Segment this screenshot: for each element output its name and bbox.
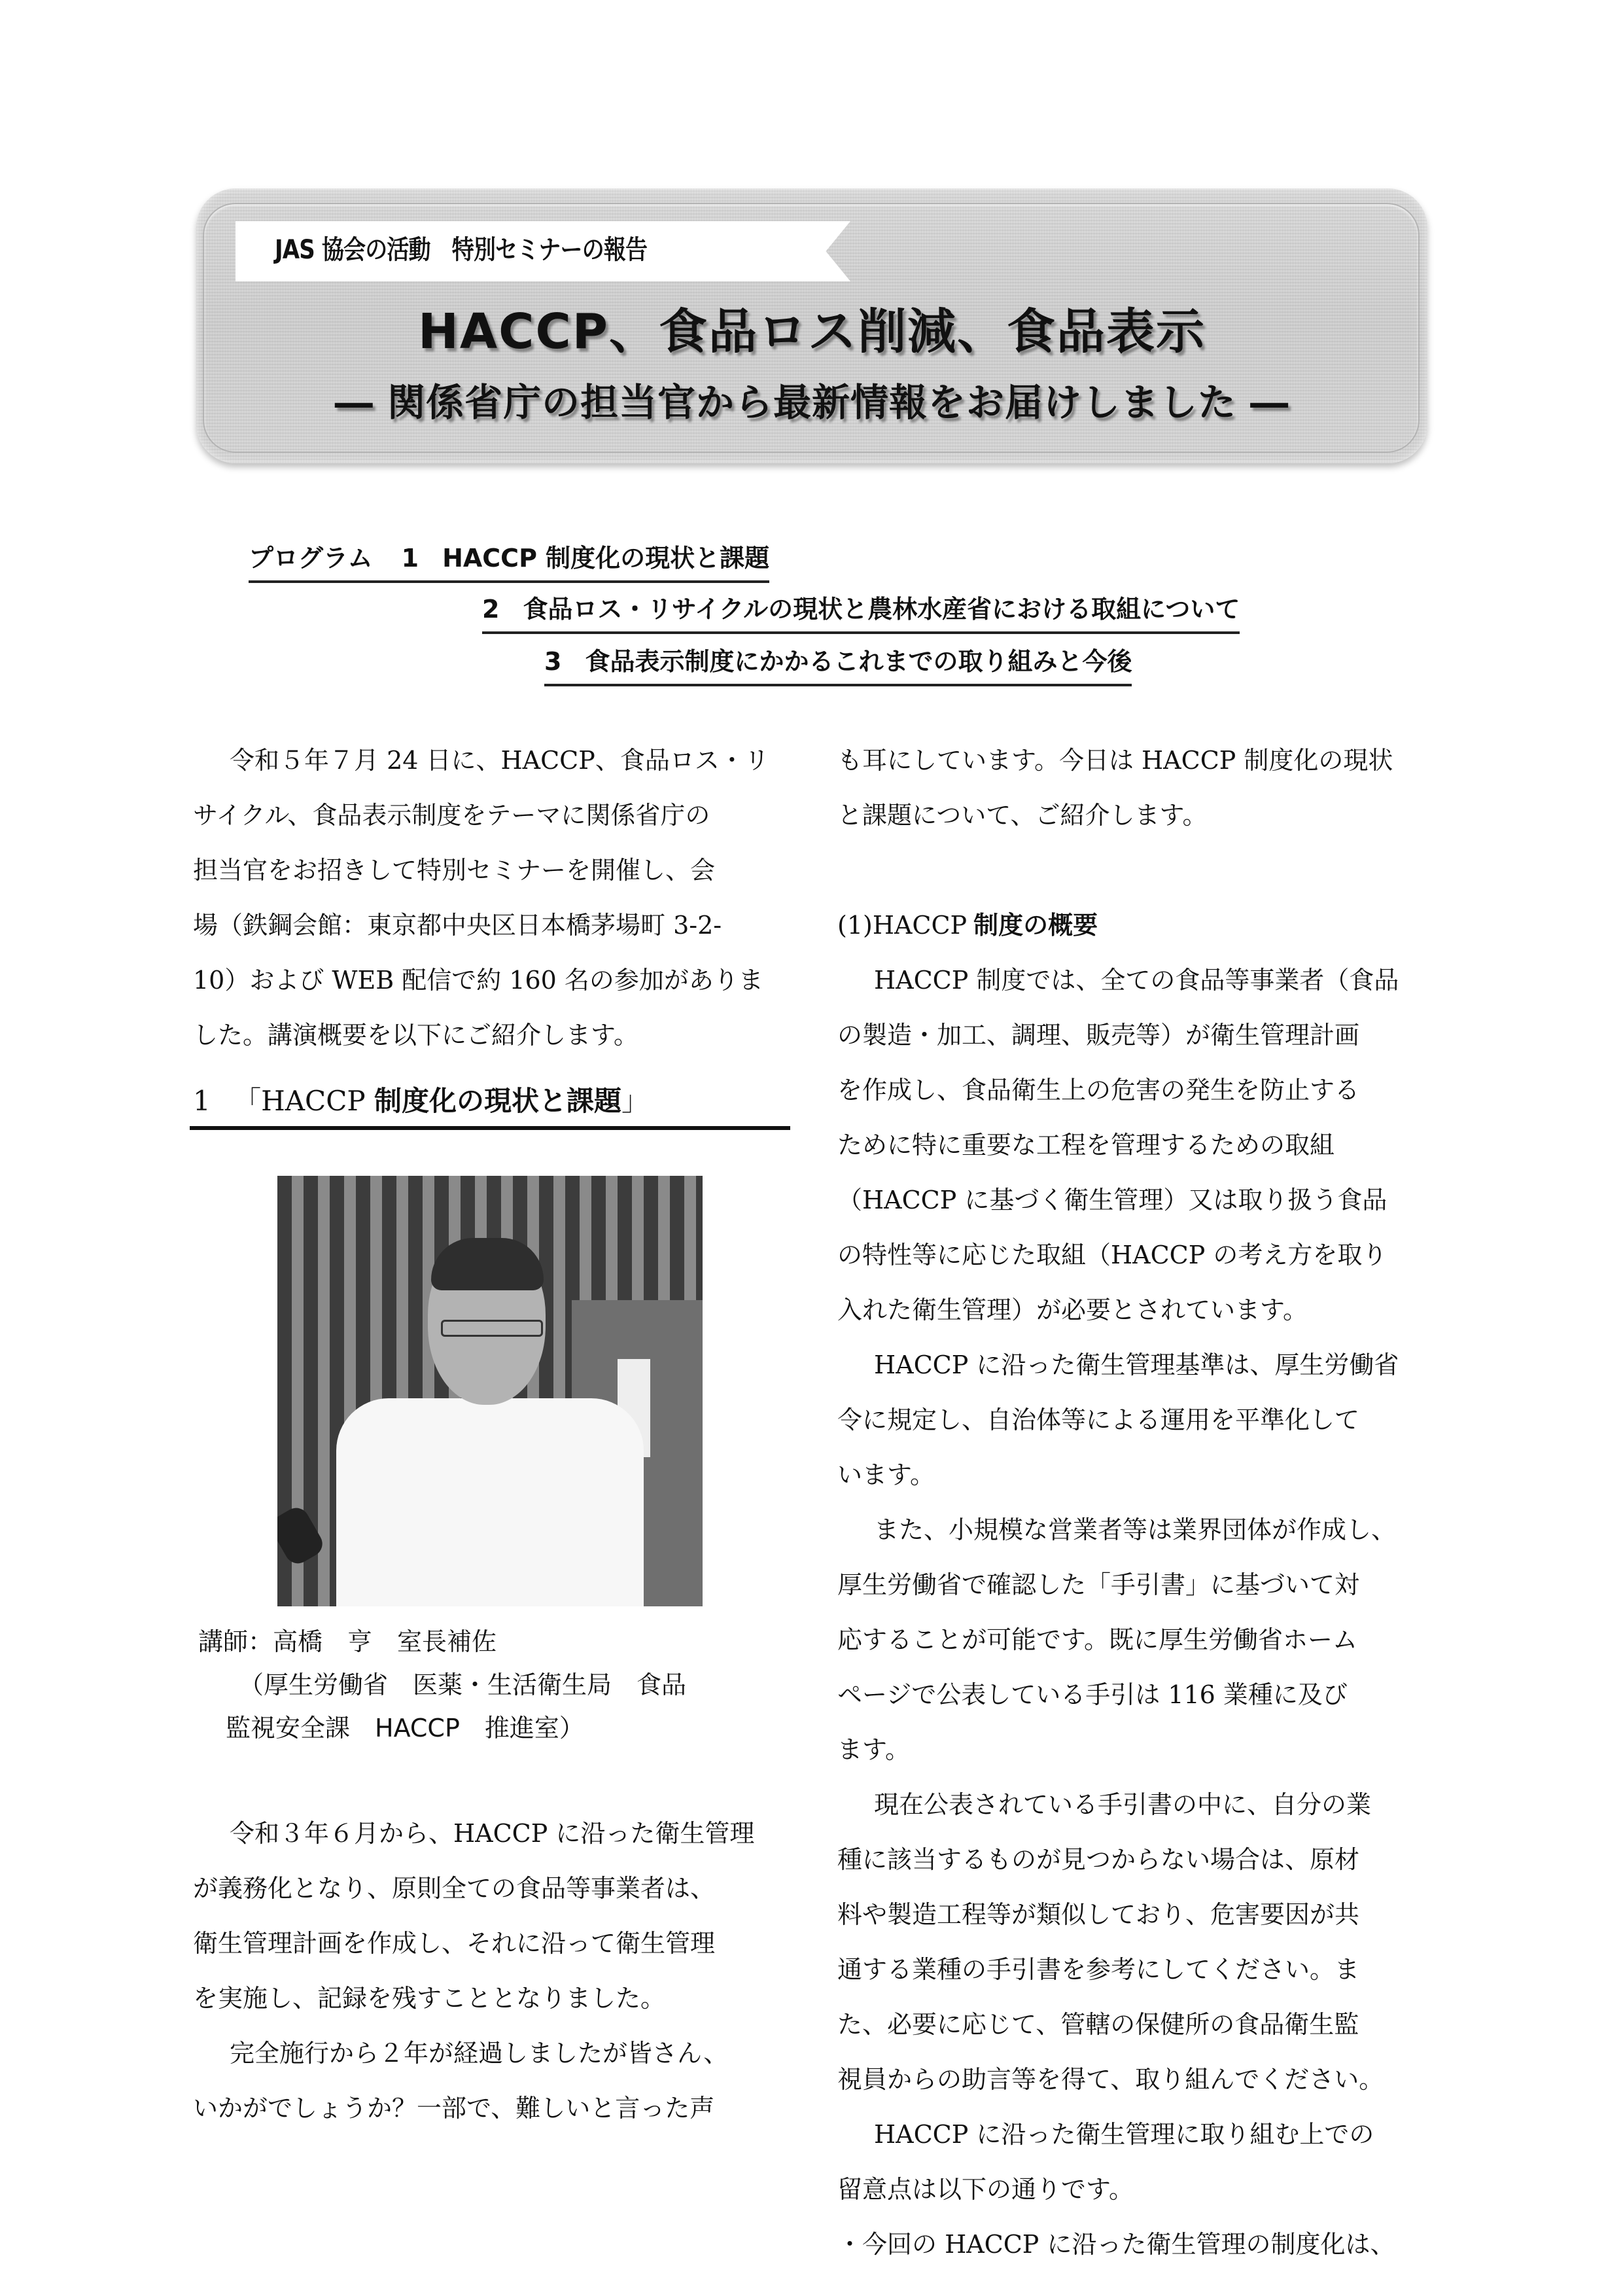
section-number: 1 <box>193 1085 211 1117</box>
text-line: 担当官をお招きして特別セミナーを開催し、会 <box>193 856 716 885</box>
speaker-caption-name: 講師：高橋 亨 室長補佐 <box>198 1627 497 1656</box>
category-label: JAS 協会の活動 特別セミナーの報告 <box>275 235 648 265</box>
program-item-1 <box>249 538 769 574</box>
text-line: 10）および WEB 配信で約 160 名の参加がありま <box>193 966 763 995</box>
text-line: 通する業種の手引書を参考にしてください。ま <box>837 1955 1360 1984</box>
text-line: HACCP に沿った衛生管理に取り組む上での <box>874 2120 1374 2149</box>
text-line: の製造・加工、調理、販売等）が衛生管理計画 <box>837 1021 1360 1050</box>
text-line: 令和５年７月 24 日に、HACCP、食品ロス・リ <box>230 746 769 775</box>
program-prefix: プログラム <box>249 544 373 573</box>
speaker-photo <box>277 1176 703 1606</box>
text-line: また、小規模な営業者等は業界団体が作成し、 <box>874 1515 1397 1544</box>
microphone-icon <box>277 1503 327 1568</box>
program-label: 食品ロス・リサイクルの現状と農林水産省における取組について <box>523 595 1240 624</box>
text-line: ます。 <box>837 1735 910 1764</box>
program-item-3 <box>544 641 1132 677</box>
subsection-heading <box>837 898 1449 953</box>
text-line: いかがでしょうか？一部で、難しいと言った声 <box>193 2094 715 2123</box>
program-underline <box>544 684 1132 686</box>
photo-speaker-glasses <box>441 1320 543 1337</box>
text-line: ページで公表している手引は 116 業種に及び <box>837 1680 1348 1709</box>
subsection-title-prefix: (1)HACCP <box>837 911 968 940</box>
text-line: を実施し、記録を残すこととなりました。 <box>193 1984 666 2013</box>
text-line: HACCP に沿った衛生管理基準は、厚生労働省 <box>874 1351 1399 1379</box>
text-line: した。講演概要を以下にご紹介します。 <box>193 1021 638 1050</box>
text-line: 現在公表されている手引書の中に、自分の業 <box>874 1790 1372 1819</box>
text-line: 令に規定し、自治体等による運用を平準化して <box>837 1405 1360 1434</box>
program-number: 1 <box>401 544 419 573</box>
section-heading <box>193 1080 649 1119</box>
photo-speaker-hair <box>431 1238 544 1290</box>
text-line: を作成し、食品衛生上の危害の発生を防止する <box>837 1076 1360 1104</box>
program-underline <box>249 580 769 583</box>
program-number: 2 <box>482 595 500 624</box>
text-line: 留意点は以下の通りです。 <box>837 2175 1134 2204</box>
program-number: 3 <box>544 647 562 676</box>
section-title-suffix: 」 <box>621 1085 649 1117</box>
text-line: います。 <box>837 1460 935 1489</box>
text-line: た、必要に応じて、管轄の保健所の食品衛生監 <box>837 2010 1359 2039</box>
right-column <box>837 733 1449 2272</box>
text-line: （HACCP に基づく衛生管理）又は取り扱う食品 <box>837 1186 1387 1214</box>
text-line: 場（鉄鋼会館：東京都中央区日本橋茅場町 3-2- <box>193 911 722 940</box>
speaker-caption-affiliation-cont: 監視安全課 HACCP 推進室） <box>226 1714 584 1742</box>
text-line: 入れた衛生管理）が必要とされています。 <box>837 1296 1308 1324</box>
left-body-paragraph <box>193 1806 795 2136</box>
page-title: HACCP、食品ロス削減、食品表示 <box>417 304 1206 360</box>
text-line: 応することが可能です。既に厚生労働省ホーム <box>837 1625 1357 1654</box>
text-line: も耳にしています。今日は HACCP 制度化の現状 <box>837 746 1393 775</box>
text-line: サイクル、食品表示制度をテーマに関係省庁の <box>193 801 710 830</box>
program-item-2 <box>482 589 1240 625</box>
photo-speaker-shirt <box>336 1398 644 1606</box>
text-line: と課題について、ご紹介します。 <box>837 801 1208 830</box>
header-banner <box>196 188 1427 463</box>
text-line: 厚生労働省で確認した「手引書」に基づいて対 <box>837 1570 1360 1599</box>
section-divider <box>190 1126 790 1130</box>
program-label: HACCP 制度化の現状と課題 <box>442 544 770 573</box>
text-line: 種に該当するものが見つからない場合は、原材 <box>837 1845 1360 1874</box>
text-line: の特性等に応じた取組（HACCP の考え方を取り <box>837 1241 1387 1269</box>
text-line: ・今回の HACCP に沿った衛生管理の制度化は、 <box>837 2230 1395 2259</box>
intro-paragraph <box>193 733 795 1063</box>
text-line: 令和３年６月から、HACCP に沿った衛生管理 <box>230 1819 755 1848</box>
text-line: 視員からの助言等を得て、取り組んでください。 <box>837 2065 1384 2094</box>
program-label: 食品表示制度にかかるこれまでの取り組みと今後 <box>585 647 1132 676</box>
text-line: が義務化となり、原則全ての食品等事業者は、 <box>193 1874 716 1903</box>
spacer <box>837 843 1449 898</box>
text-line: 衛生管理計画を作成し、それに沿って衛生管理 <box>193 1929 716 1958</box>
page-subtitle: ― 関係省庁の担当官から最新情報をお届けしました ― <box>334 380 1289 425</box>
text-line: HACCP 制度では、全ての食品等事業者（食品 <box>874 966 1399 995</box>
section-title-bold: 制度化の現状と課題 <box>374 1085 621 1117</box>
text-line: 完全施行から２年が経過しましたが皆さん、 <box>230 2039 729 2068</box>
subsection-paragraph <box>837 953 1449 2272</box>
subsection-title-bold: 制度の概要 <box>973 911 1098 940</box>
program-underline <box>482 631 1240 634</box>
speaker-caption-affiliation: （厚生労働省 医薬・生活衛生局 食品 <box>239 1670 687 1699</box>
section-title-prefix: 「HACCP <box>234 1085 366 1117</box>
text-line: ために特に重要な工程を管理するための取組 <box>837 1131 1335 1159</box>
text-line: 料や製造工程等が類似しており、危害要因が共 <box>837 1900 1360 1929</box>
